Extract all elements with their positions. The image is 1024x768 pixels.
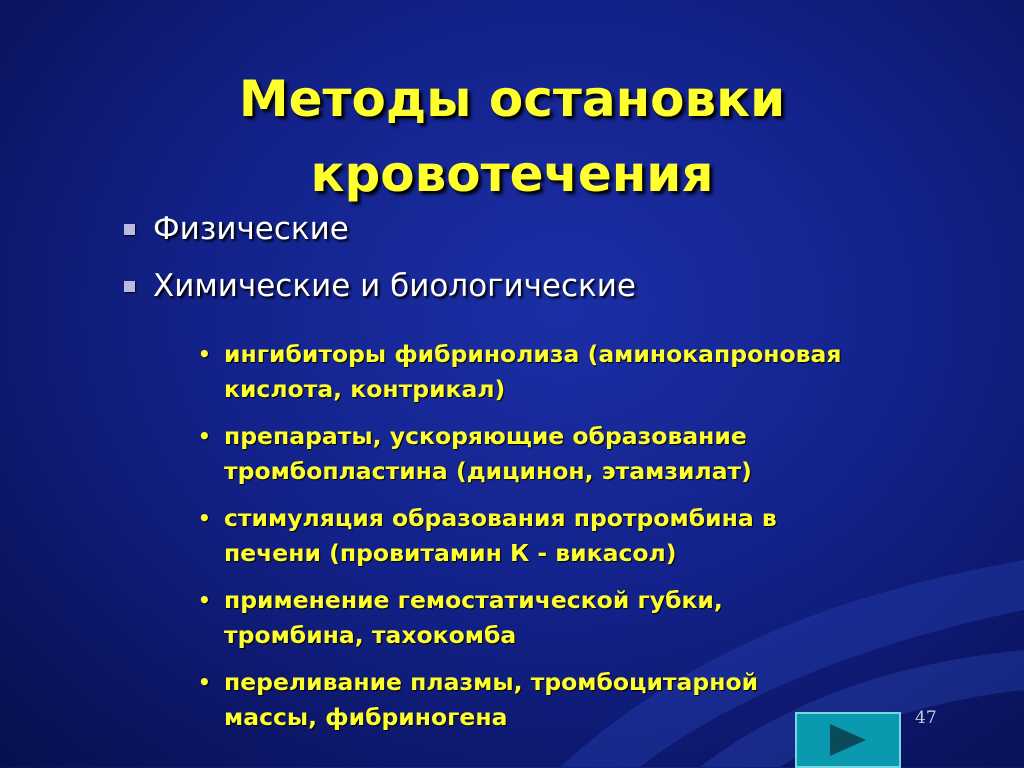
sub-bullet-line: препараты, ускоряющие образование	[224, 422, 747, 450]
sub-bullet-line: ингибиторы фибринолиза (аминокапроновая	[224, 340, 842, 368]
dot-bullet-icon: •	[198, 670, 211, 694]
sub-bullet-line: тромбопластина (дицинон, этамзилат)	[224, 457, 752, 485]
play-arrow-icon	[826, 722, 870, 758]
sub-bullet-item	[198, 501, 1008, 571]
slide-number: 47	[915, 708, 937, 728]
sub-bullet-list	[198, 337, 1008, 747]
sub-bullet-line: массы, фибриногена	[224, 703, 508, 731]
sub-bullet-line: применение гемостатической губки,	[224, 586, 723, 614]
bullet-item-chemical-biological	[124, 268, 636, 304]
next-slide-button[interactable]	[795, 712, 901, 768]
square-bullet-icon	[124, 281, 135, 292]
sub-bullet-line: стимуляция образования протромбина в	[224, 504, 777, 532]
bullet-label: Химические и биологические	[153, 268, 636, 304]
sub-bullet-item	[198, 583, 1008, 653]
bullet-label: Физические	[153, 211, 349, 247]
sub-bullet-line: переливание плазмы, тромбоцитарной	[224, 668, 759, 696]
dot-bullet-icon: •	[198, 588, 211, 612]
slide-title	[0, 62, 1024, 212]
dot-bullet-icon: •	[198, 424, 211, 448]
sub-bullet-item	[198, 337, 1008, 407]
bullet-item-physical	[124, 211, 349, 247]
dot-bullet-icon: •	[198, 342, 211, 366]
square-bullet-icon	[124, 224, 135, 235]
sub-bullet-line: печени (провитамин К - викасол)	[224, 539, 677, 567]
sub-bullet-line: кислота, контрикал)	[224, 375, 506, 403]
sub-bullet-line: тромбина, тахокомба	[224, 621, 517, 649]
sub-bullet-item	[198, 419, 1008, 489]
slide-title-line-1: Методы остановки	[238, 70, 786, 128]
slide-title-line-2: кровотечения	[310, 145, 714, 203]
dot-bullet-icon: •	[198, 506, 211, 530]
